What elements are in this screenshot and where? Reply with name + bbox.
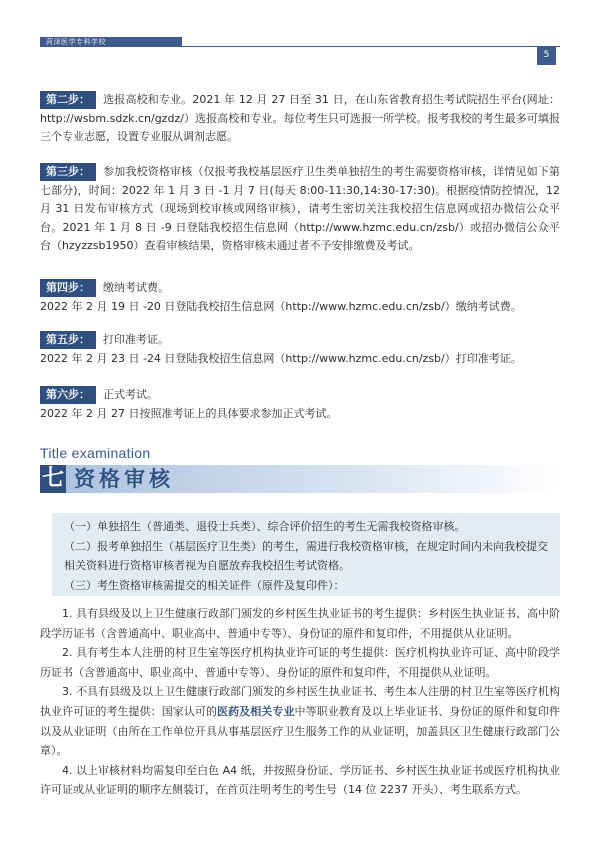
requirement-item-4: 4. 以上审核材料均需复印至白色 A4 纸，并按照身份证、学历证书、乡村医生执业证书或医疗机构执业许可证或从业证明的顺序左侧装订，在首页注明考生的考生号（14 位 2237 开头）、考生联系方式。: [40, 763, 560, 797]
notice-line-2: （二）报考单独招生（基层医疗卫生类）的考生，需进行我校资格审核，在规定时间内未向我校提交相关资料进行资格审核者视为自愿放弃我校招生考试资格。: [64, 539, 548, 572]
step-3-text: 参加我校资格审核（仅报考我校基层医疗卫生类单独招生的考生需要资格审核，详情见如下第七部分)，时间：2022 年 1 月 3 日 -1 月 7 日(每天 8:00-11:30,14:30-17:30)。根据疫情防控情况，12 月 31 日发布审核方式（现场到校审核或网络审核），请考生密切关注我校招生信息网或招办微信公众平台。2021 年 1 月 8 日 -9 日登陆我校招生信息网（http://www.hzmc.edu.cn/zsb/）或招办微信公众平台（hzyzzsb1950）查看审核结果，资格审核未通过者不予安排缴费及考试。: [40, 165, 560, 252]
step-4-text: 缴纳考试费。: [103, 281, 169, 294]
step-5: [40, 331, 560, 368]
item-3-emphasis: 医药及相关专业: [217, 704, 295, 718]
step-6-text: 正式考试。: [103, 388, 158, 401]
step-4-label: 第四步：: [40, 279, 96, 297]
requirement-items: [40, 604, 560, 800]
section-title: 资格审核: [74, 467, 174, 491]
step-4-detail: 2022 年 2 月 19 日 -20 日登陆我校招生信息网（http://www.hzmc.edu.cn/zsb/）缴纳考试费。: [40, 299, 522, 313]
step-6: [40, 386, 560, 423]
step-5-text: 打印准考证。: [103, 333, 169, 346]
step-2-text: 选报高校和专业。2021 年 12 月 27 日至 31 日，在山东省教育招生考试院招生平台(网址：http://wsbm.sdzk.cn/gzdz/）选报高校和专业。每位考生只可选报一所学校。报考我校的考生最多可填报三个专业志愿，设置专业服从调剂志愿。: [40, 93, 560, 143]
step-6-detail: 2022 年 2 月 27 日按照准考证上的具体要求参加正式考试。: [40, 406, 338, 420]
step-4: [40, 279, 560, 316]
requirement-item-1: 1. 具有县级及以上卫生健康行政部门颁发的乡村医生执业证书的考生提供：乡村医生执业证书、高中阶段学历证书（含普通高中、职业高中、普通中专等）、身份证的原件和复印件，不用提供从业证明。: [40, 607, 560, 640]
item-3-text-after: 中等职业教育及以上毕业证书、身份证的原件和复印件以及从业证明（由所在工作单位开具从事基层医疗卫生服务工作的从业证明，加盖县区卫生健康行政部门公章）。: [40, 704, 561, 758]
step-5-detail: 2022 年 2 月 23 日 -24 日登陆我校招生信息网（http://www.hzmc.edu.cn/zsb/）打印准考证。: [40, 351, 522, 365]
item-3-text-before: 3. 不具有县级及以上卫生健康行政部门颁发的乡村医生执业证书、考生本人注册的村卫生室等医疗机构执业许可证的考生提供：国家认可的: [40, 685, 560, 718]
step-2-label: 第二步：: [40, 91, 96, 109]
header-rule: [40, 46, 560, 47]
notice-box: [52, 513, 560, 596]
page-number: 5: [537, 46, 556, 65]
header-school-name: 菏泽医学专科学校: [46, 38, 106, 46]
requirement-item-2: 2. 具有考生本人注册的村卫生室等医疗机构执业许可证的考生提供：医疗机构执业许可证、高中阶段学历证书（含普通高中、职业高中、普通中专等）、身份证的原件和复印件，不用提供从业证明。: [40, 646, 560, 679]
section-english-title: Title examination: [40, 445, 151, 461]
step-5-label: 第五步：: [40, 331, 96, 349]
step-2: [40, 91, 560, 147]
step-3: [40, 163, 560, 256]
notice-line-3: （三）考生资格审核需提交的相关证件（原件及复印件）：: [64, 578, 345, 592]
step-6-label: 第六步：: [40, 386, 96, 404]
step-3-label: 第三步：: [40, 163, 96, 181]
requirement-item-3: [40, 682, 560, 760]
section-number: 七: [41, 466, 64, 491]
notice-line-1: （一）单独招生（普通类、退役士兵类）、综合评价招生的考生无需我校资格审核。: [64, 520, 466, 533]
